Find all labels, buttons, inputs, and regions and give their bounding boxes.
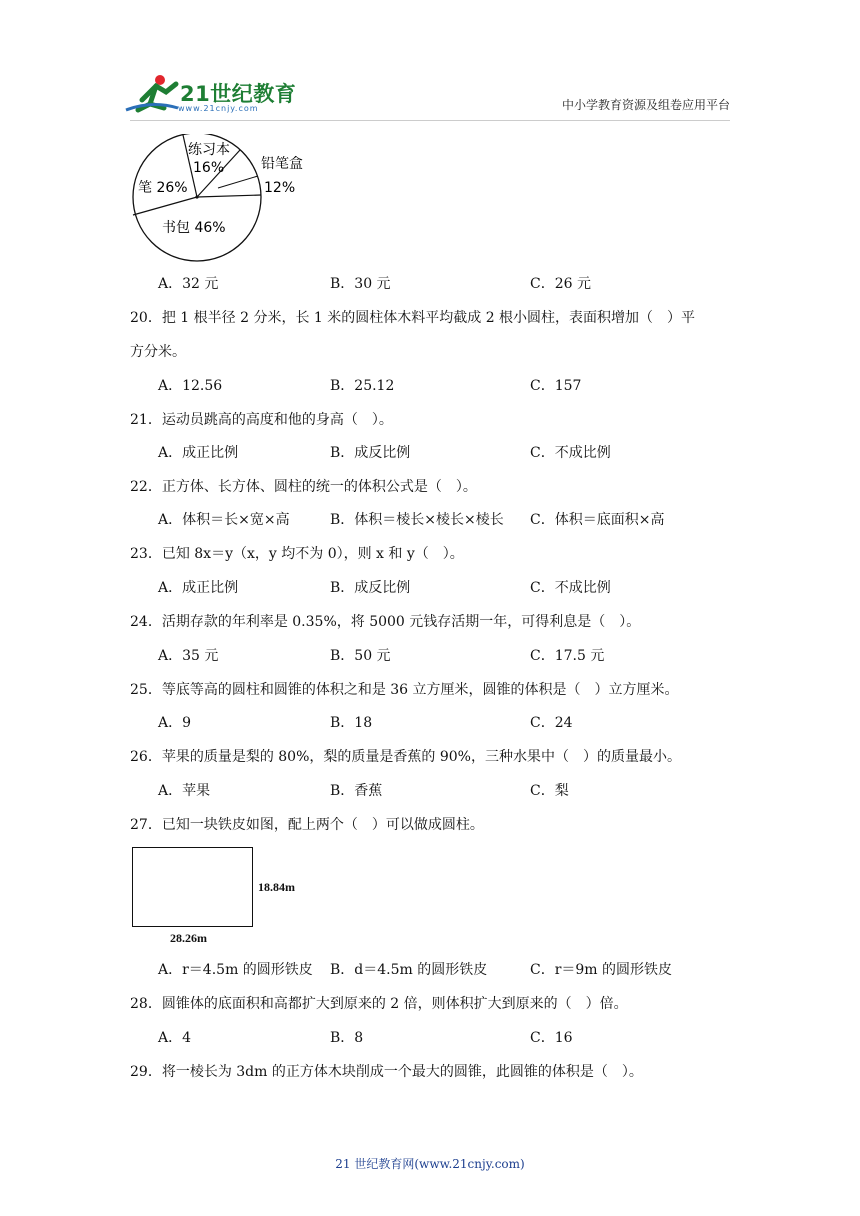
q24-option-b: B．50 元 <box>330 648 391 664</box>
q28-option-a: A．4 <box>158 1030 192 1046</box>
question-23: 23．已知 8x＝y（x，y 均不为 0），则 x 和 y（ ）。 <box>130 546 464 562</box>
q27-option-a: A．r＝4.5m 的圆形铁皮 <box>158 962 313 978</box>
q22-option-a: A．体积＝长×宽×高 <box>158 512 290 528</box>
pie-value-exercise-book: 16% <box>193 160 225 176</box>
q26-option-a: A．苹果 <box>158 783 211 799</box>
logo-text: 21世纪教育 <box>180 82 297 106</box>
q20-option-a: A．12.56 <box>158 378 223 394</box>
question-29: 29．将一棱长为 3dm 的正方体木块削成一个最大的圆锥，此圆锥的体积是（ ）。 <box>130 1064 643 1080</box>
q23-option-c: C．不成比例 <box>530 580 611 596</box>
footer-text: 21 世纪教育网(www.21cnjy.com) <box>335 1157 525 1171</box>
site-label: 中小学教育资源及组卷应用平台 <box>561 98 730 112</box>
q28-option-b: B．8 <box>330 1030 364 1046</box>
q28-option-c: C．16 <box>530 1030 573 1046</box>
q19-option-a: A．32 元 <box>158 276 219 292</box>
q20-option-c: C．157 <box>530 378 582 394</box>
pie-divider <box>133 197 197 215</box>
question-25: 25．等底等高的圆柱和圆锥的体积之和是 36 立方厘米，圆锥的体积是（ ）立方厘米。 <box>130 682 679 698</box>
logo-url: www.21cnjy.com <box>178 104 259 113</box>
pie-label-exercise-book: 练习本 <box>188 142 230 158</box>
q26-option-b: B．香蕉 <box>330 783 383 799</box>
question-28: 28．圆锥体的底面积和高都扩大到原来的 2 倍，则体积扩大到原来的（ ）倍。 <box>130 996 628 1012</box>
q25-option-a: A．9 <box>158 715 192 731</box>
q22-option-b: B．体积＝棱长×棱长×棱长 <box>330 512 504 528</box>
question-22: 22．正方体、长方体、圆柱的统一的体积公式是（ ）。 <box>130 479 477 495</box>
question-20-cont: 方分米。 <box>130 344 186 360</box>
q23-option-a: A．成正比例 <box>158 580 239 596</box>
q23-option-b: B．成反比例 <box>330 580 411 596</box>
q27-option-c: C．r＝9m 的圆形铁皮 <box>530 962 673 978</box>
q20-option-b: B．25.12 <box>330 378 395 394</box>
q19-option-c: C．26 元 <box>530 276 591 292</box>
q21-option-c: C．不成比例 <box>530 445 611 461</box>
pie-divider <box>197 195 261 197</box>
question-21: 21．运动员跳高的高度和他的身高（ ）。 <box>130 412 393 428</box>
q21-option-a: A．成正比例 <box>158 445 239 461</box>
q19-option-b: B．30 元 <box>330 276 391 292</box>
q26-option-c: C．梨 <box>530 783 569 799</box>
pie-label-schoolbag: 书包 46% <box>162 220 226 236</box>
iron-sheet-height-label: 18.84m <box>258 880 295 894</box>
pie-center <box>195 195 198 198</box>
question-26: 26．苹果的质量是梨的 80%，梨的质量是香蕉的 90%，三种水果中（ ）的质量最小。 <box>130 749 681 765</box>
q25-option-c: C．24 <box>530 715 573 731</box>
pie-leader-line <box>218 176 258 188</box>
q21-option-b: B．成反比例 <box>330 445 411 461</box>
q25-option-b: B．18 <box>330 715 373 731</box>
pie-value-pencil-box: 12% <box>264 180 296 196</box>
q22-option-c: C．体积＝底面积×高 <box>530 512 665 528</box>
q24-option-a: A．35 元 <box>158 648 219 664</box>
iron-sheet-width-label: 28.26m <box>170 931 207 945</box>
pie-chart <box>130 134 330 269</box>
q24-option-c: C．17.5 元 <box>530 648 605 664</box>
header-divider <box>130 120 730 121</box>
question-27: 27．已知一块铁皮如图，配上两个（ ）可以做成圆柱。 <box>130 817 484 833</box>
question-20: 20．把 1 根半径 2 分米，长 1 米的圆柱体木料平均截成 2 根小圆柱，表面积增加（ ）平 <box>130 310 696 326</box>
pie-label-pencil-box: 铅笔盒 <box>261 156 303 172</box>
q27-option-b: B．d＝4.5m 的圆形铁皮 <box>330 962 488 978</box>
question-24: 24．活期存款的年利率是 0.35%，将 5000 元钱存活期一年，可得利息是（ ）。 <box>130 614 641 630</box>
iron-sheet-rectangle <box>132 847 253 927</box>
pie-label-pen: 笔 26% <box>138 180 188 196</box>
